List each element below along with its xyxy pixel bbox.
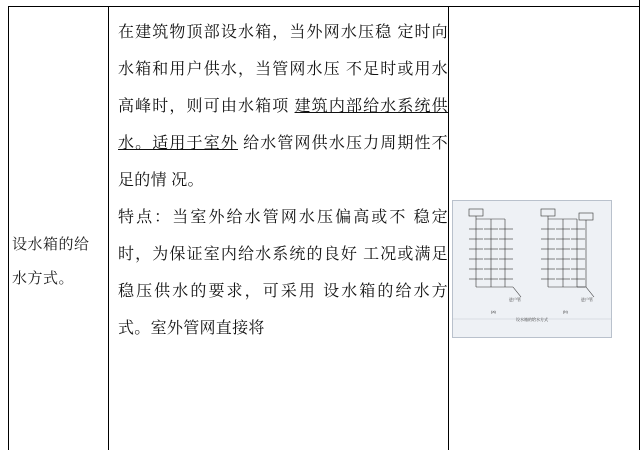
row-label-line-2: 水方式。 [12,271,75,287]
content-cell [118,14,448,347]
text-line: 在建筑物顶部设水箱，当外网水压稳 [118,24,393,41]
paragraph-1 [118,14,448,199]
figure-caption: 设水箱的给水方式 [516,317,548,322]
text-line: 给水管网供水压力周期性不足的情 [118,135,448,189]
sub-caption-a: (a) [491,309,496,314]
text-line: 设水箱的给水方式。室外管网直接将 [118,283,448,337]
inlet-pipe-label-a: 进户管 [509,297,521,302]
row-label-cell [12,228,100,296]
text-line: 定时向水箱和用户供水，当管网水压 [118,24,448,78]
inlet-pipe-label-b: 进户管 [581,297,593,302]
paragraph-2 [118,199,448,347]
water-tank-supply-diagram [452,200,612,338]
text-line: 况。 [171,172,204,189]
table-column-divider [108,6,109,450]
sub-caption-b: (b) [563,309,568,314]
row-label-line-1: 设水箱的给 [12,237,90,253]
text-line: 建筑内部给水系统供水。适用于室外 [118,98,448,152]
table-left-border [8,6,9,450]
text-line: 不足时或用水高峰时，则可由水箱项 [118,61,448,115]
table-right-inner-border [448,6,449,450]
text-line: 特点：当室外给水管网水压偏高或不 [118,209,408,226]
table-top-border [8,6,640,7]
text-line: 稳定时，为保证室内给水系统的良好 [118,209,448,263]
text-line: 工况或满足稳压供水的要求，可采用 [118,246,448,300]
